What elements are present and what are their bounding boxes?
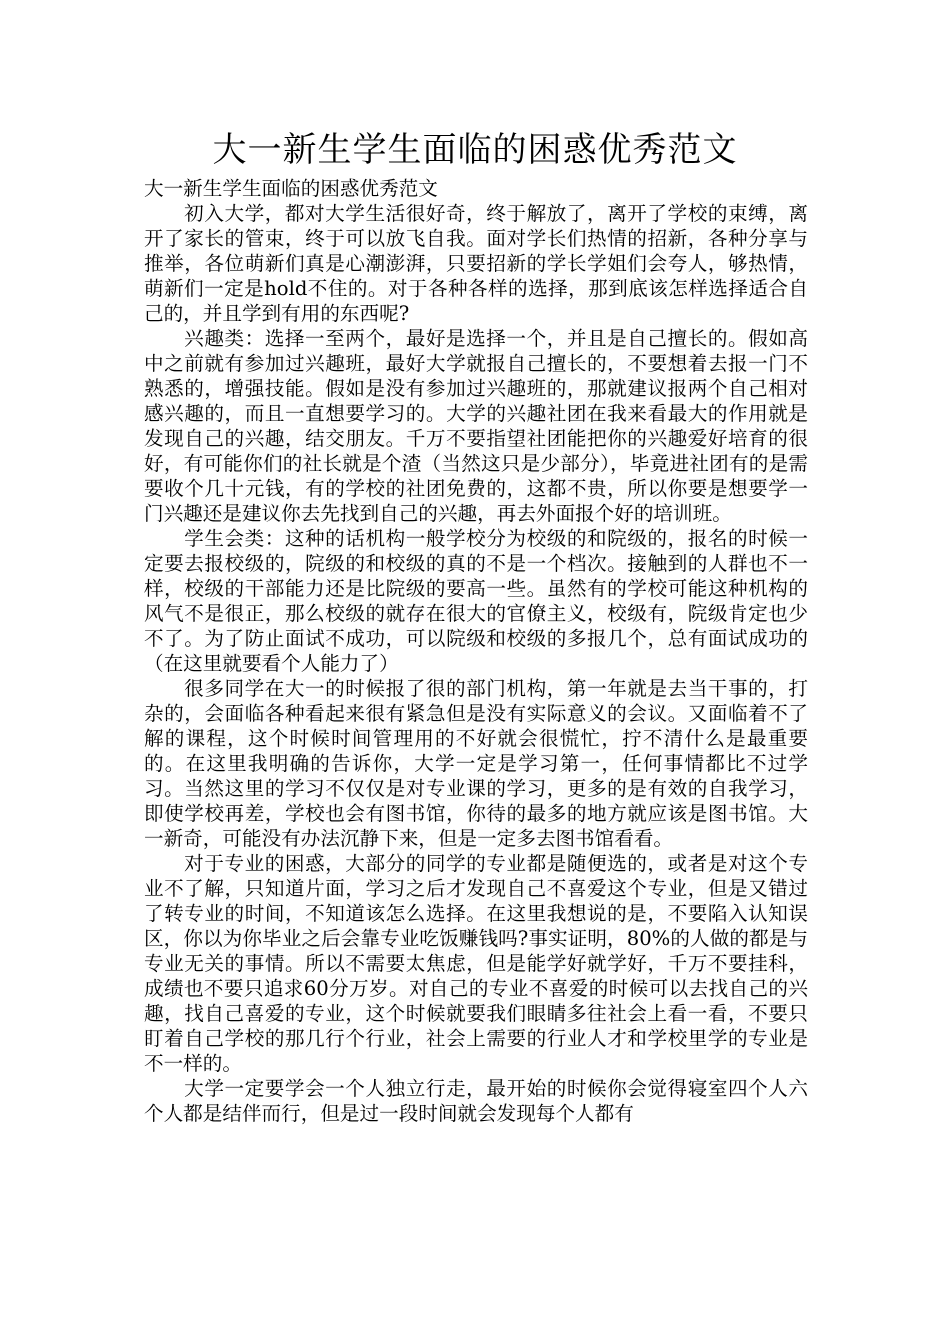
paragraph-major-confusion: 对于专业的困惑，大部分的同学的专业都是随便选的，或者是对这个专业不了解，只知道片面，学习之后才发现自己不喜爱这个专业，但是又错过了转专业的时间，不知道该怎么选择。在这里我想说的是，不要陷入认知误区，你以为你毕业之后会靠专业吃饭赚钱吗?事实证明，80%的人做的都是与专业无关的事情。所以不需要太焦虑，但是能学好就学好，千万不要挂科，成绩也不要只追求60分万岁。对自己的专业不喜爱的时候可以去找自己的兴趣，找自己喜爱的专业，这个时候就要我们眼睛多往社会上看一看，不要只盯着自己学校的那几行个行业，社会上需要的行业人才和学校里学的专业是不一样的。 <box>144 852 808 1075</box>
document-subtitle: 大一新生学生面临的困惑优秀范文 <box>144 177 438 200</box>
paragraph-intro: 初入大学，都对大学生活很好奇，终于解放了，离开了学校的束缚，离开了家长的管束，终于可以放飞自我。面对学长们热情的招新，各种分享与推举，各位萌新们真是心潮澎湃，只要招新的学长学姐们会夸人，够热情，萌新们一定是hold不住的。对于各种各样的选择，那到底该怎样选择适合自己的，并且学到有用的东西呢? <box>144 202 808 325</box>
paragraph-interest-clubs: 兴趣类：选择一至两个，最好是选择一个，并且是自己擅长的。假如高中之前就有参加过兴趣班，最好大学就报自己擅长的，不要想着去报一门不熟悉的，增强技能。假如是没有参加过兴趣班的，那就建议报两个自己相对感兴趣的，而且一直想要学习的。大学的兴趣社团在我来看最大的作用就是发现自己的兴趣，结交朋友。千万不要指望社团能把你的兴趣爱好培育的很好，有可能你们的社长就是个渣（当然这只是少部分），毕竟进社团有的是需要收个几十元钱，有的学校的社团免费的，这都不贵，所以你要是想要学一门兴趣还是建议你去先找到自己的兴趣，再去外面报个好的培训班。 <box>144 327 808 525</box>
document-body <box>144 176 808 1126</box>
document-title: 大一新生学生面临的困惑优秀范文 <box>212 130 738 170</box>
paragraph-study-first: 很多同学在大一的时候报了很的部门机构，第一年就是去当干事的，打杂的，会面临各种看起来很有紧急但是没有实际意义的会议。又面临着不了解的课程，这个时候时间管理用的不好就会很慌忙，拧不清什么是最重要的。在这里我明确的告诉你，大学一定是学习第一，任何事情都比不过学习。当然这里的学习不仅仅是对专业课的学习，更多的是有效的自我学习，即使学校再差，学校也会有图书馆，你待的最多的地方就应该是图书馆。大一新奇，可能没有办法沉静下来，但是一定多去图书馆看看。 <box>144 677 808 850</box>
paragraph-student-union: 学生会类：这种的话机构一般学校分为校级的和院级的，报名的时候一定要去报校级的，院级的和校级的真的不是一个档次。接触到的人群也不一样，校级的干部能力还是比院级的要高一些。虽然有的学校可能这种机构的风气不是很正，那么校级的就存在很大的官僚主义，校级有，院级肯定也少不了。为了防止面试不成功，可以院级和校级的多报几个，总有面试成功的（在这里就要看个人能力了） <box>144 527 808 675</box>
paragraph-independence: 大学一定要学会一个人独立行走，最开始的时候你会觉得寝室四个人六个人都是结伴而行，但是过一段时间就会发现每个人都有 <box>144 1077 808 1125</box>
